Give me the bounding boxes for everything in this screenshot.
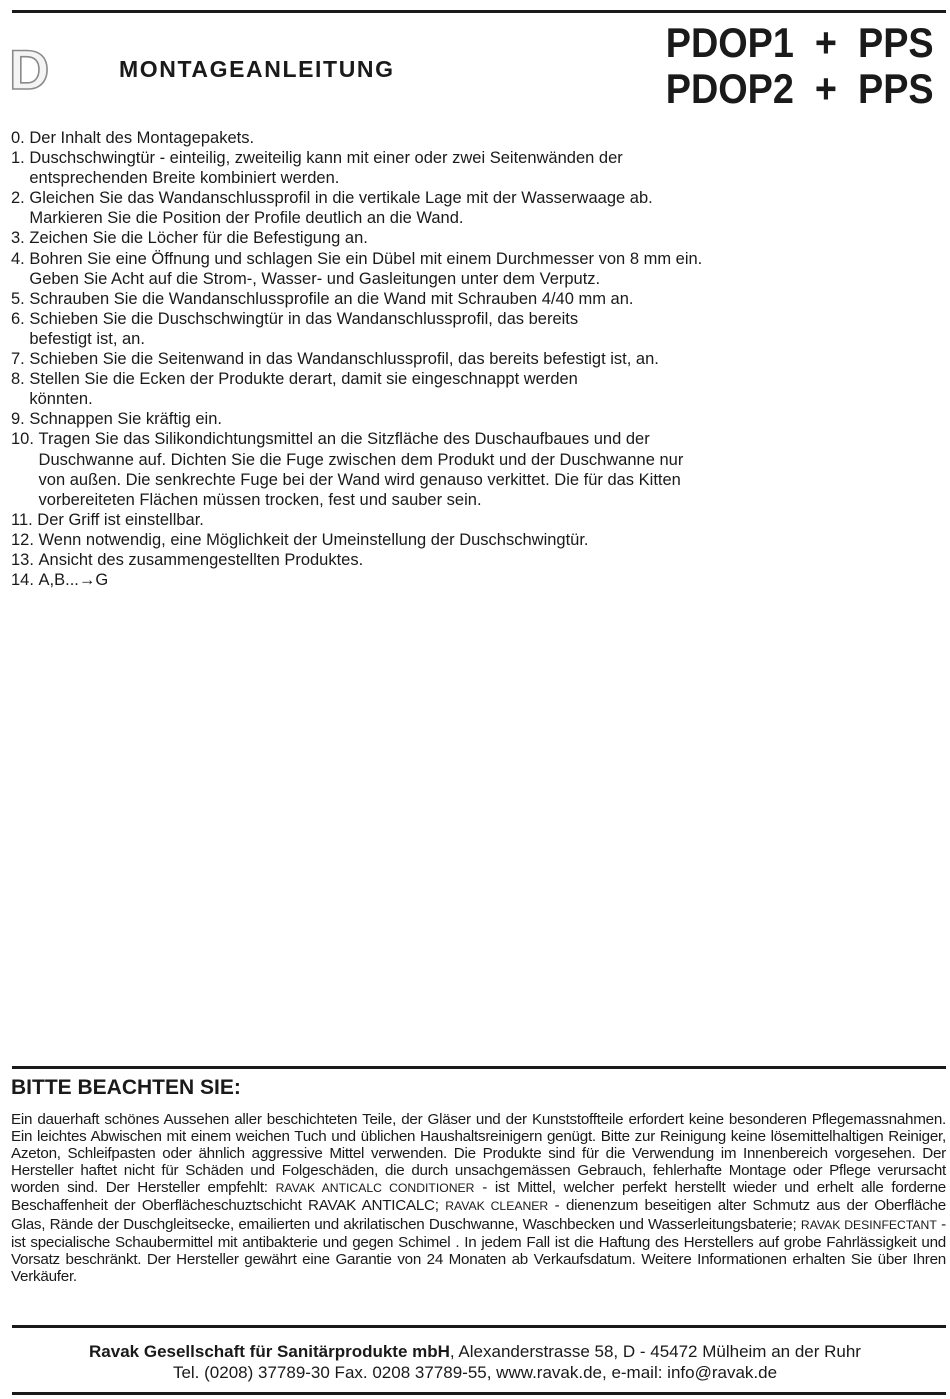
company-address: , Alexanderstrasse 58, D - 45472 Mülheim an der Ruhr xyxy=(449,1342,861,1361)
step-number: 12. xyxy=(11,530,39,549)
step-text: Stellen Sie die Ecken der Produkte derart, damit sie eingeschnappt werden könnten. xyxy=(29,370,578,409)
list-item xyxy=(11,429,711,509)
step-number: 8. xyxy=(11,370,30,389)
step-text: A,B...→G xyxy=(38,571,109,590)
list-item xyxy=(11,510,711,530)
step-text: Duschschwingtür - einteilig, zweiteilig kann mit einer oder zwei Seitenwänden der entsprechenden Breite kombiniert werden. xyxy=(29,149,623,188)
step-number: 7. xyxy=(11,350,30,369)
notice-text: - ist Mittel, welcher perfekt herstellt wieder und erhelt alle forderne Beschaffenheit der Oberflächeschuztschicht RAVAK ANTICALC; xyxy=(11,1179,946,1215)
notice-body xyxy=(11,1111,946,1285)
notice-heading: BITTE BEACHTEN SIE: xyxy=(11,1076,241,1099)
notice-text: - ist specialische Schaubermittel mit antibakterie und gegen Schimel . In jedem Fall ist die Haftung des Herstellers auf grobe Fahrlässigkeit und Vorsatz beschränkt. Der Hersteller gewährt eine Garantie von 24 Monaten ab Verkaufsdatum. Weitere Informationen erhalten Sie über Ihren Verkäufer. xyxy=(11,1215,946,1285)
step-number: 3. xyxy=(11,229,30,248)
list-item xyxy=(11,349,711,369)
step-text: Zeichen Sie die Löcher für die Befestigung an. xyxy=(29,229,368,248)
step-text: Schnappen Sie kräftig ein. xyxy=(29,410,222,429)
product-name-anticalc-conditioner: RAVAK ANTICALC CONDITIONER xyxy=(275,1181,475,1196)
step-number: 14. xyxy=(11,571,39,590)
step-number: 13. xyxy=(11,550,39,569)
footer-top-rule xyxy=(12,1325,946,1328)
step-number: 4. xyxy=(11,249,30,268)
footer-contact-line: Tel. (0208) 37789-30 Fax. 0208 37789-55, www.ravak.de, e-mail: info@ravak.de xyxy=(172,1363,778,1382)
product-code-line-2: PDOP2 + PPS xyxy=(666,65,934,112)
list-item xyxy=(11,188,711,228)
step-number: 10. xyxy=(11,430,39,449)
list-item xyxy=(11,550,711,570)
company-name: Ravak Gesellschaft für Sanitärprodukte mbH xyxy=(89,1342,450,1361)
step-text: Schrauben Sie die Wandanschlussprofile an die Wand mit Schrauben 4/40 mm an. xyxy=(29,289,634,308)
step-number: 9. xyxy=(11,410,30,429)
notice-rule xyxy=(12,1066,946,1069)
language-letter: D xyxy=(9,38,50,101)
list-item xyxy=(11,128,711,148)
step-number: 11. xyxy=(11,510,38,529)
step-number: 6. xyxy=(11,309,30,328)
list-item xyxy=(11,409,711,429)
step-number: 5. xyxy=(11,289,30,308)
list-item xyxy=(11,570,711,590)
step-text: Der Griff ist einstellbar. xyxy=(37,510,204,529)
list-item xyxy=(11,369,711,409)
step-text: Wenn notwendig, eine Möglichkeit der Umeinstellung der Duschschwingtür. xyxy=(38,530,589,549)
list-item xyxy=(11,309,711,349)
product-name-desinfectant: RAVAK DESINFECTANT xyxy=(800,1217,937,1232)
product-code-line-1: PDOP1 + PPS xyxy=(666,19,934,66)
step-number: 1. xyxy=(11,149,30,168)
step-text: Tragen Sie das Silikondichtungsmittel an die Sitzfläche des Duschaufbaues und der Duschwanne auf. Dichten Sie die Fuge zwischen dem Produkt und der Duschwanne nur von außen. Die senkrechte Fuge bei der Wand wird genauso verkittet. Die für das Kitten vorbereiteten Flächen müssen trocken, fest und sauber sein. xyxy=(38,430,684,509)
step-text: Schieben Sie die Seitenwand in das Wandanschlussprofil, das bereits befestigt ist, an. xyxy=(29,350,659,369)
step-text: Ansicht des zusammengestellten Produktes. xyxy=(38,550,364,569)
top-rule xyxy=(12,10,946,13)
step-text: Schieben Sie die Duschschwingtür in das Wandanschlussprofil, das bereits befestigt ist, an. xyxy=(29,309,579,348)
list-item xyxy=(11,249,711,289)
product-name-cleaner: RAVAK CLEANER xyxy=(445,1199,549,1214)
step-number: 2. xyxy=(11,189,30,208)
footer-bottom-rule xyxy=(12,1392,946,1395)
assembly-steps-list xyxy=(11,128,711,590)
step-number: 0. xyxy=(11,129,30,147)
page-title: MONTAGEANLEITUNG xyxy=(119,56,395,82)
step-text: Bohren Sie eine Öffnung und schlagen Sie ein Dübel mit einem Durchmesser von 8 mm ein. Geben Sie Acht auf die Strom-, Wasser- und Gasleitungen unter dem Verputz. xyxy=(29,249,703,288)
notice-text: Ein dauerhaft schönes Aussehen aller beschichteten Teile, der Gläser und der Kunststoffteile erfordert keine besonderen Pflegemassnahmen. Ein leichtes Abwischen mit einem weichen Tuch und üblichen Haushaltsreinigern genügt. Bitte zur Reinigung keine lösemittelhaltigen Reiniger, Azeton, Schleifpasten oder ähnlich aggressive Mittel verwenden. Die Produkte sind für die Verwendung im Innenbereich vorgesehen. Der Hersteller haftet nicht für Schäden und Folgeschäden, die durch unsachgemässen Gebrauch, fehlerhafte Montage oder Pflege verursacht worden sind. Der Hersteller empfehlt: xyxy=(11,1111,946,1197)
list-item xyxy=(11,289,711,309)
footer-address-line xyxy=(0,1341,950,1362)
list-item xyxy=(11,228,711,248)
footer xyxy=(0,1341,950,1383)
step-text: Gleichen Sie das Wandanschlussprofil in die vertikale Lage mit der Wasserwaage ab. Markieren Sie die Position der Profile deutlich an die Wand. xyxy=(29,189,653,228)
list-item xyxy=(11,530,711,550)
list-item xyxy=(11,148,711,188)
step-text: Der Inhalt des Montagepakets. xyxy=(29,129,255,147)
notice-text: - dienenzum beseitigen alter Schmutz aus der Oberfläche Glas, Rände der Duschgleitsecke, emailierten und akrilatischen Duschwanne, Waschbecken und Wasserleitungsbaterie; xyxy=(11,1197,946,1233)
product-codes xyxy=(636,20,934,112)
